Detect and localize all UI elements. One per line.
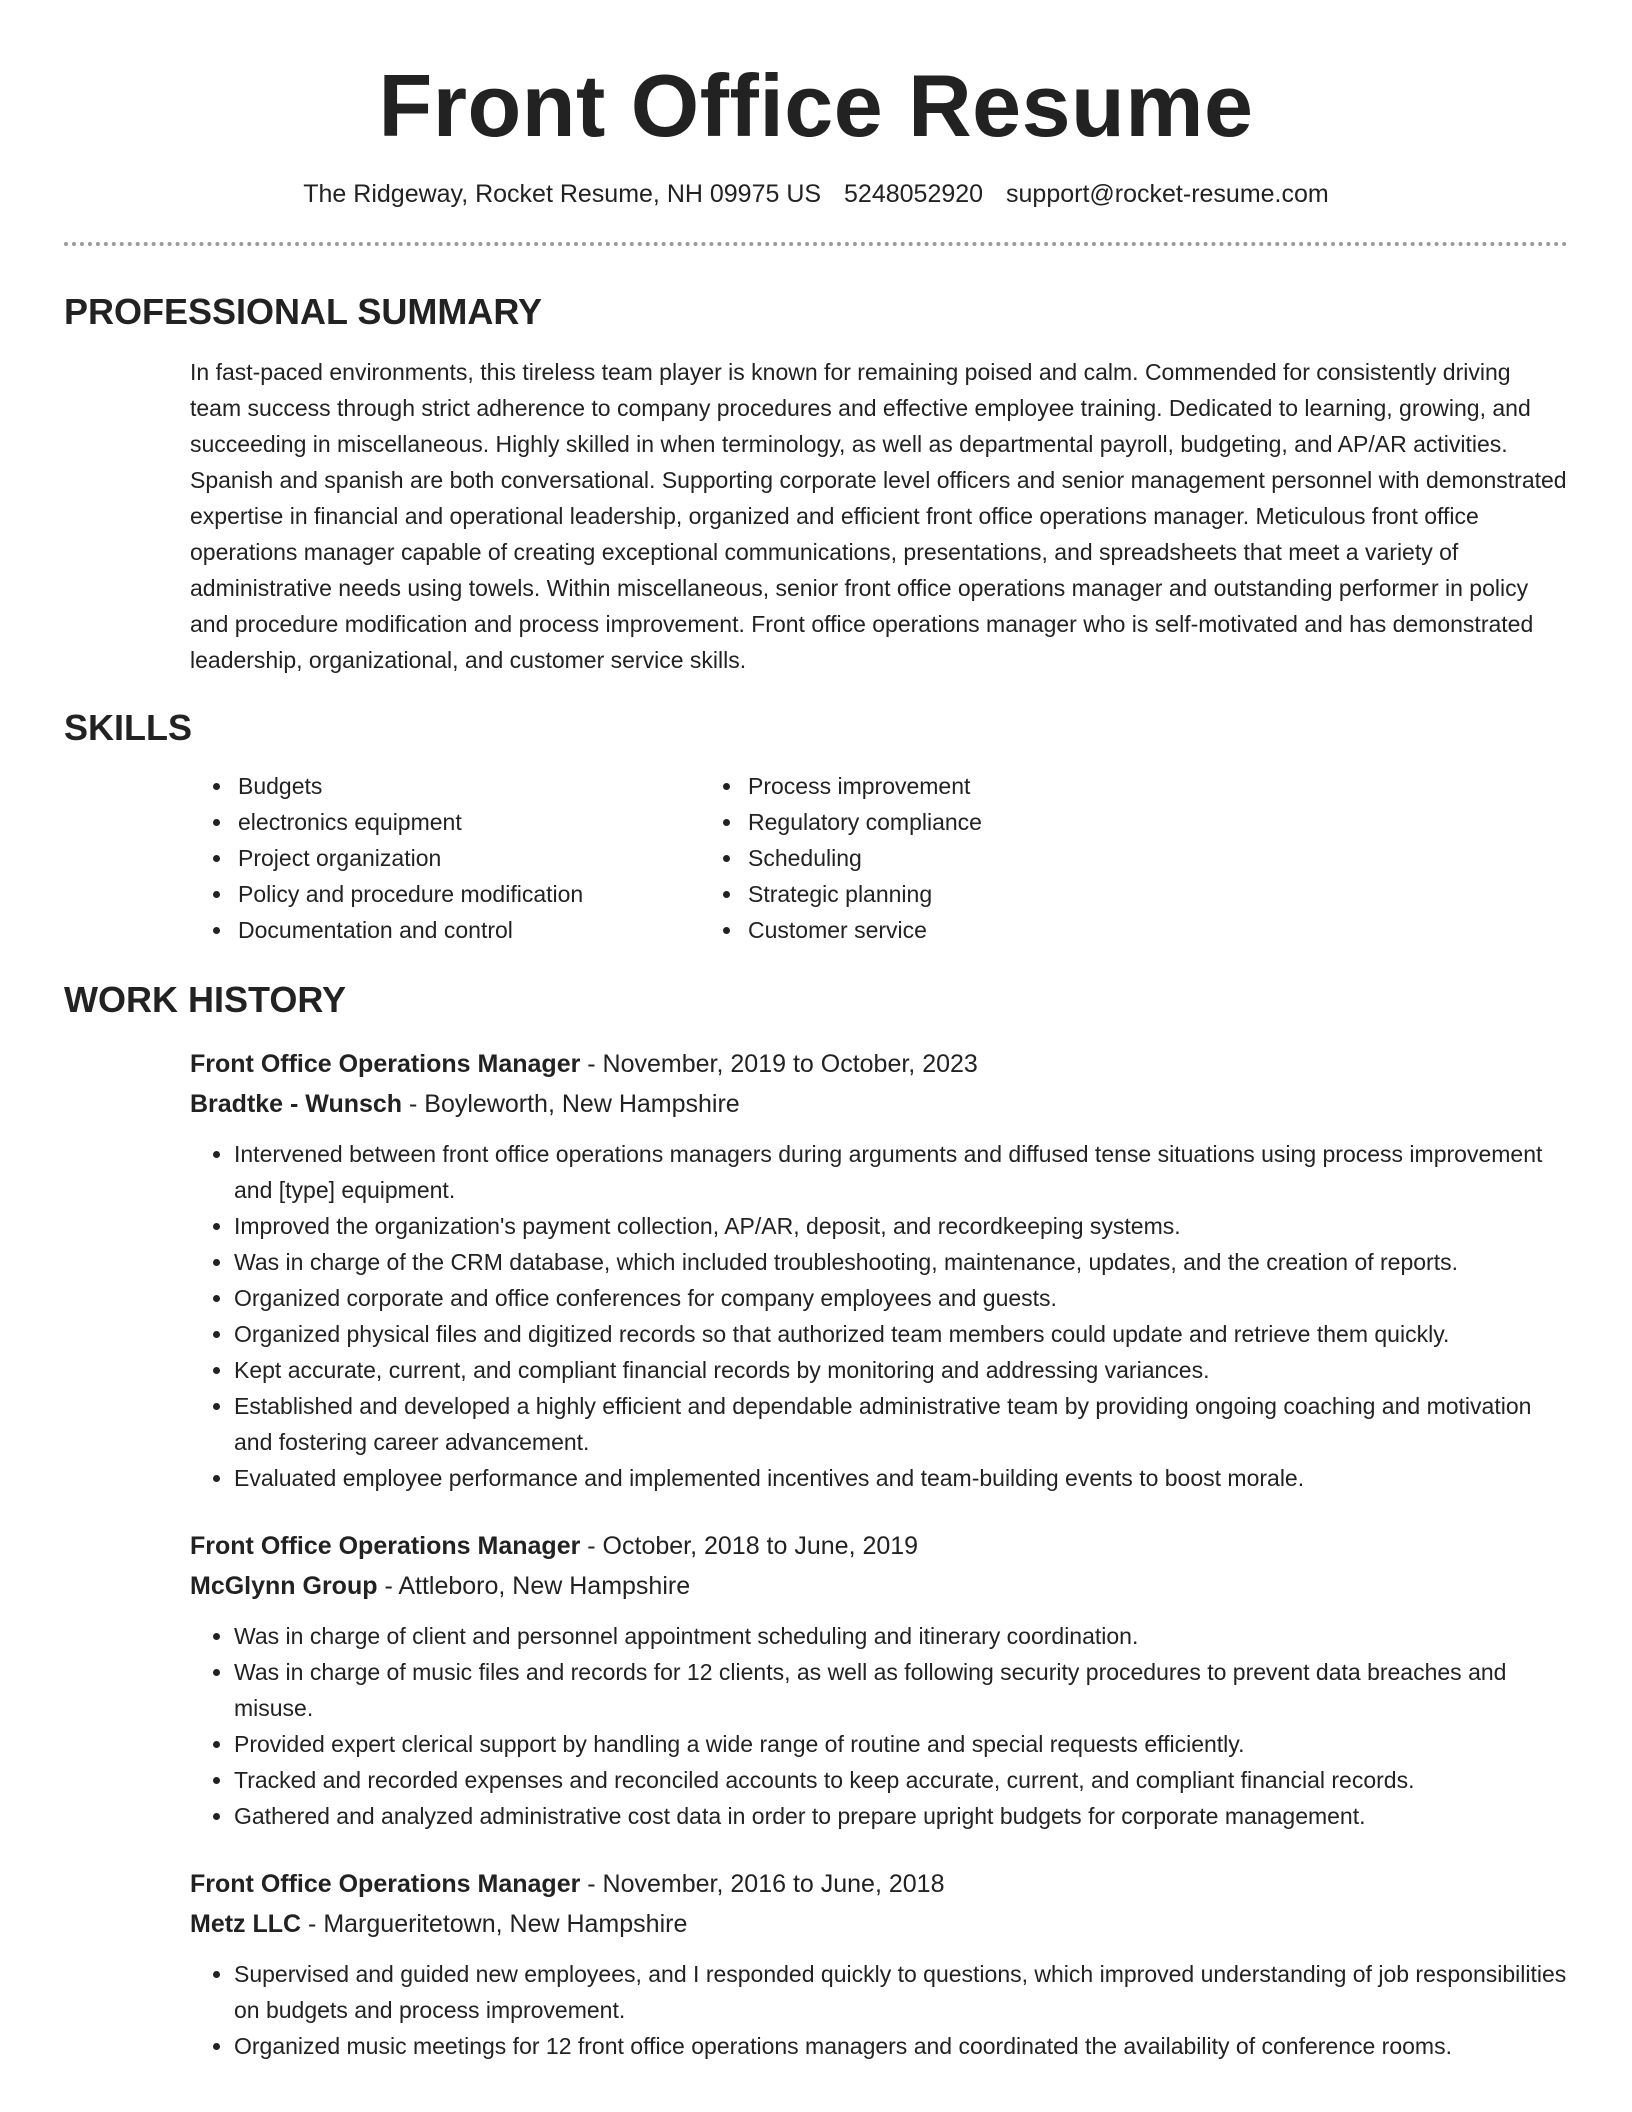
- work-history-heading: WORK HISTORY: [64, 979, 347, 1020]
- job-bullets: [190, 1956, 1568, 2064]
- skills-left-column: [64, 768, 744, 948]
- job-dates: - November, 2019 to October, 2023: [580, 1050, 978, 1078]
- skills-heading: SKILLS: [64, 707, 193, 748]
- job-bullet: • Provided expert clerical support by handling a wide range of routine and special requests efficiently.: [234, 1726, 1568, 1762]
- skills-right-column: [744, 768, 1254, 948]
- skill-item: • Project organization: [234, 840, 744, 876]
- job-bullet: • Evaluated employee performance and implemented incentives and team-building events to boost morale.: [234, 1460, 1568, 1496]
- job-location: - Boyleworth, New Hampshire: [402, 1090, 740, 1118]
- work-history-section: [64, 978, 1568, 2064]
- job-bullet: • Improved the organization's payment collection, AP/AR, deposit, and recordkeeping systems.: [234, 1208, 1568, 1244]
- skill-item: • Documentation and control: [234, 912, 744, 948]
- contact-address: The Ridgeway, Rocket Resume, NH 09975 US: [303, 180, 822, 208]
- job-bullet: • Organized physical files and digitized records so that authorized team members could update and retrieve them quickly.: [234, 1316, 1568, 1352]
- job-bullet: • Tracked and recorded expenses and reconciled accounts to keep accurate, current, and compliant financial records.: [234, 1762, 1568, 1798]
- job-location: - Attleboro, New Hampshire: [377, 1572, 691, 1600]
- job-company-line: [190, 1566, 1568, 1606]
- job-company: McGlynn Group: [190, 1572, 378, 1600]
- job-dates: - November, 2016 to June, 2018: [580, 1870, 945, 1898]
- job-bullet: • Was in charge of music files and records for 12 clients, as well as following security procedures to prevent data breaches and misuse.: [234, 1654, 1568, 1726]
- job-bullet: • Was in charge of client and personnel appointment scheduling and itinerary coordination.: [234, 1618, 1568, 1654]
- contact-line: [64, 178, 1568, 210]
- job-company-line: [190, 1084, 1568, 1124]
- job-bullet: • Organized music meetings for 12 front office operations managers and coordinated the availability of conference rooms.: [234, 2028, 1568, 2064]
- job-title: Front Office Operations Manager: [190, 1532, 581, 1560]
- skill-item: • Strategic planning: [744, 876, 1254, 912]
- summary-heading: PROFESSIONAL SUMMARY: [64, 291, 543, 332]
- job-bullet: • Kept accurate, current, and compliant financial records by monitoring and addressing variances.: [234, 1352, 1568, 1388]
- job-entry: [190, 1526, 1568, 1834]
- job-title: Front Office Operations Manager: [190, 1870, 581, 1898]
- skill-item: • Customer service: [744, 912, 1254, 948]
- contact-phone: 5248052920: [844, 180, 984, 208]
- job-location: - Margueritetown, New Hampshire: [301, 1910, 688, 1938]
- skill-item: • Scheduling: [744, 840, 1254, 876]
- job-bullets: [190, 1136, 1568, 1496]
- job-title-line: [190, 1044, 1568, 1084]
- header-divider: [64, 242, 1568, 246]
- job-title-line: [190, 1864, 1568, 1904]
- job-entry: [190, 1044, 1568, 1496]
- skill-item: • Regulatory compliance: [744, 804, 1254, 840]
- job-dates: - October, 2018 to June, 2019: [580, 1532, 919, 1560]
- job-bullet: • Organized corporate and office conferences for company employees and guests.: [234, 1280, 1568, 1316]
- job-company: Bradtke - Wunsch: [190, 1090, 403, 1118]
- contact-email: support@rocket-resume.com: [1006, 180, 1329, 208]
- job-bullet: • Was in charge of the CRM database, which included troubleshooting, maintenance, updates, and the creation of reports.: [234, 1244, 1568, 1280]
- skill-item: • Policy and procedure modification: [234, 876, 744, 912]
- summary-text: In fast-paced environments, this tireless team player is known for remaining poised and calm. Commended for consistently driving team success through strict adherence to company procedures and effective employee training. Dedicated to learning, growing, and succeeding in miscellaneous. Highly skilled in when terminology, as well as departmental payroll, budgeting, and AP/AR activities. Spanish and spanish are both conversational. Supporting corporate level officers and senior management personnel with demonstrated expertise in financial and operational leadership, organized and efficient front office operations manager. Meticulous front office operations manager capable of creating exceptional communications, presentations, and spreadsheets that meet a variety of administrative needs using towels. Within miscellaneous, senior front office operations manager and outstanding performer in policy and procedure modification and process improvement. Front office operations manager who is self-motivated and has demonstrated leadership, organizational, and customer service skills.: [190, 359, 1567, 673]
- job-bullets: [190, 1618, 1568, 1834]
- job-title-line: [190, 1526, 1568, 1566]
- skills-section: [64, 706, 1568, 948]
- skill-item: • Process improvement: [744, 768, 1254, 804]
- job-bullet: • Gathered and analyzed administrative cost data in order to prepare upright budgets for corporate management.: [234, 1798, 1568, 1834]
- job-company-line: [190, 1904, 1568, 1944]
- job-bullet: • Intervened between front office operations managers during arguments and diffused tense situations using process improvement and [type] equipment.: [234, 1136, 1568, 1208]
- job-title: Front Office Operations Manager: [190, 1050, 581, 1078]
- job-company: Metz LLC: [190, 1910, 302, 1938]
- job-bullet: • Supervised and guided new employees, and I responded quickly to questions, which improved understanding of job responsibilities on budgets and process improvement.: [234, 1956, 1568, 2028]
- skills-grid: [64, 768, 1568, 948]
- resume-title: Front Office Resume: [378, 56, 1254, 155]
- skill-item: • electronics equipment: [234, 804, 744, 840]
- summary-section: [64, 290, 1568, 678]
- job-entry: [190, 1864, 1568, 2064]
- skill-item: • Budgets: [234, 768, 744, 804]
- job-bullet: • Established and developed a highly efficient and dependable administrative team by providing ongoing coaching and motivation and fostering career advancement.: [234, 1388, 1568, 1460]
